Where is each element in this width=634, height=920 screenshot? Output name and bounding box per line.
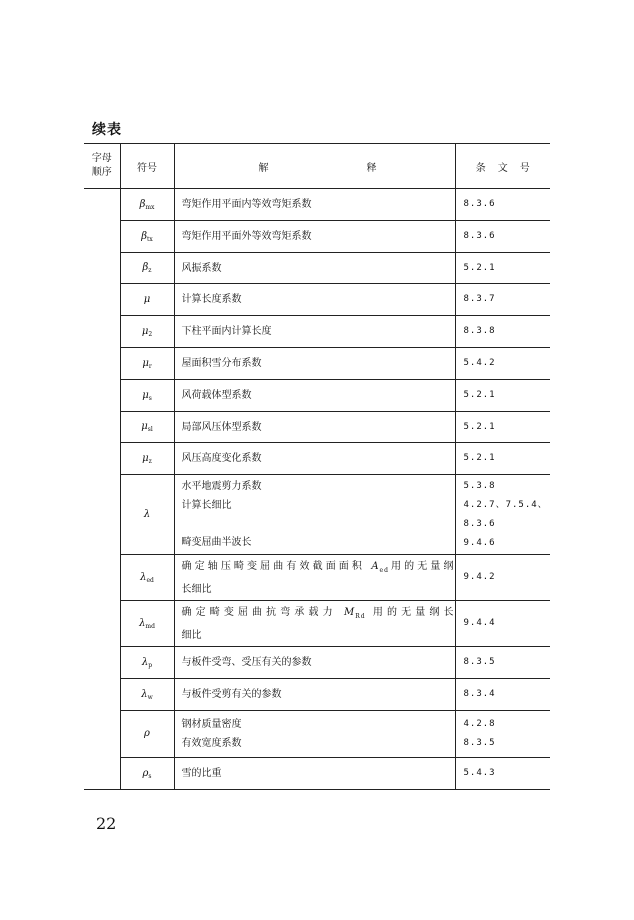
clause-line: 4.2.7、7.5.4、 bbox=[463, 499, 548, 510]
table-row-lambda-md bbox=[84, 601, 550, 647]
explanation-cell-line: 风压高度变化系数 bbox=[181, 453, 262, 464]
symbol-table bbox=[84, 143, 550, 790]
symbol-subscript: 2 bbox=[148, 330, 153, 338]
symbol-cell bbox=[120, 221, 174, 253]
table-row bbox=[84, 412, 550, 443]
symbol-cell bbox=[120, 253, 174, 284]
explanation-cell-line: 与板件受剪有关的参数 bbox=[181, 689, 282, 700]
symbol-subscript: z bbox=[148, 267, 152, 274]
header-order-line1: 字母 bbox=[91, 153, 112, 164]
explanation-line: 计算长细比 bbox=[181, 500, 232, 511]
symbol-cell bbox=[120, 555, 174, 601]
table-row bbox=[84, 253, 550, 284]
inline-symbol: $A_{ed}$ bbox=[371, 560, 389, 574]
symbol-letter: μ bbox=[142, 389, 149, 401]
symbol-letter: β bbox=[139, 198, 146, 210]
table-row bbox=[84, 647, 550, 679]
table-row bbox=[84, 284, 550, 316]
symbol-letter: μ bbox=[142, 357, 149, 369]
symbol-subscript: md bbox=[145, 622, 155, 630]
explanation-cell-line: 弯矩作用平面内等效弯矩系数 bbox=[181, 199, 312, 210]
clause-cell-line: 5.2.1 bbox=[463, 453, 496, 463]
explanation-cell bbox=[174, 412, 455, 443]
table-row bbox=[84, 711, 550, 758]
clause-cell bbox=[455, 221, 550, 253]
clause-cell bbox=[455, 679, 550, 711]
header-explanation bbox=[174, 144, 455, 189]
explanation-cell-line: 钢材质量密度 bbox=[181, 719, 242, 730]
clause-cell bbox=[455, 711, 550, 758]
explanation-cell-line: 局部风压体型系数 bbox=[181, 421, 262, 433]
inline-symbol: $M_{Rd}$ bbox=[344, 606, 366, 620]
explanation-cell bbox=[174, 555, 455, 601]
table-row bbox=[84, 758, 550, 790]
clause-cell bbox=[455, 253, 550, 284]
table-row-lambda bbox=[84, 475, 550, 555]
explanation-cell-line: 与板件受弯、受压有关的参数 bbox=[181, 657, 312, 668]
table-row bbox=[84, 679, 550, 711]
table-header-row bbox=[84, 144, 550, 189]
symbol-subscript: mx bbox=[145, 203, 155, 211]
table-row bbox=[84, 221, 550, 253]
explanation-line: 确定畸变屈曲抗弯承载力 $M_{Rd}$ 用的无量纲长 bbox=[181, 606, 455, 620]
explanation-cell bbox=[174, 316, 455, 348]
explanation-cell bbox=[174, 284, 455, 316]
clause-cell-line: 8.3.7 bbox=[463, 294, 496, 304]
symbol-subscript: ed bbox=[146, 576, 154, 584]
clause-cell bbox=[455, 475, 550, 555]
clause-cell-line: 8.3.5 bbox=[463, 738, 496, 748]
table-row bbox=[84, 348, 550, 380]
header-clause-number: 条文号 bbox=[455, 144, 550, 189]
clause-cell bbox=[455, 443, 550, 475]
symbol-cell bbox=[120, 284, 174, 316]
symbol-cell bbox=[120, 647, 174, 679]
explanation-cell bbox=[174, 380, 455, 412]
clause-cell-line: 5.4.3 bbox=[463, 768, 496, 778]
symbol-cell bbox=[120, 711, 174, 758]
symbol-letter: μ bbox=[141, 421, 148, 432]
symbol-subscript: r bbox=[148, 362, 152, 370]
explanation-cell-line: 雪的比重 bbox=[181, 768, 222, 779]
symbol-letter: λ bbox=[141, 656, 149, 668]
symbol-letter: ρ bbox=[142, 767, 149, 779]
explanation-line: 长细比 bbox=[181, 583, 212, 595]
clause-line: 8.3.6 bbox=[463, 518, 496, 529]
clause-cell-line: 5.2.1 bbox=[463, 262, 496, 273]
symbol-letter: μ bbox=[142, 452, 149, 464]
explanation-cell bbox=[174, 679, 455, 711]
clause-cell-line: 8.3.8 bbox=[463, 326, 496, 336]
table-row-lambda-ed bbox=[84, 555, 550, 601]
explanation-cell bbox=[174, 601, 455, 647]
symbol-subscript: tx bbox=[146, 235, 153, 243]
clause-cell-line: 5.2.1 bbox=[463, 390, 496, 400]
clause-cell-line: 8.3.5 bbox=[463, 657, 496, 667]
header-order-line2: 顺序 bbox=[91, 167, 112, 178]
page-number: 22 bbox=[96, 814, 117, 833]
explanation-cell-line: 风振系数 bbox=[181, 262, 222, 274]
clause-cell bbox=[455, 348, 550, 380]
explanation-cell bbox=[174, 647, 455, 679]
explanation-line: 水平地震剪力系数 bbox=[181, 481, 262, 492]
symbol-subscript: sl bbox=[147, 426, 153, 433]
explanation-cell bbox=[174, 758, 455, 790]
table-row bbox=[84, 189, 550, 221]
header-symbol: 符号 bbox=[120, 144, 174, 189]
symbol-cell bbox=[120, 189, 174, 221]
letter-order-cell bbox=[84, 189, 120, 790]
table-body bbox=[84, 189, 550, 790]
clause-cell-line: 5.4.2 bbox=[463, 358, 496, 368]
symbol-cell bbox=[120, 758, 174, 790]
clause-line: 9.4.6 bbox=[463, 537, 496, 548]
blank-line bbox=[182, 515, 455, 533]
header-letter-order bbox=[84, 144, 120, 189]
explanation-cell bbox=[174, 475, 455, 555]
symbol-letter: λ bbox=[139, 617, 146, 629]
explanation-cell bbox=[174, 221, 455, 253]
symbol-cell bbox=[120, 348, 174, 380]
clause-cell bbox=[455, 316, 550, 348]
symbol-letter: μ bbox=[143, 293, 151, 305]
table-row bbox=[84, 316, 550, 348]
clause-cell bbox=[455, 189, 550, 221]
clause-line: 5.3.8 bbox=[463, 480, 496, 491]
symbol-subscript: z bbox=[148, 457, 152, 465]
clause-cell-line: 8.3.6 bbox=[463, 199, 496, 209]
symbol-subscript: s bbox=[148, 394, 152, 402]
clause-cell bbox=[455, 380, 550, 412]
table-row bbox=[84, 380, 550, 412]
symbol-letter: λ bbox=[140, 571, 147, 583]
header-explain-char2: 释 bbox=[366, 162, 377, 174]
clause-cell: 9.4.4 bbox=[455, 601, 550, 647]
symbol-letter: μ bbox=[141, 325, 149, 337]
explanation-line: 畸变屈曲半波长 bbox=[181, 537, 252, 548]
table-row bbox=[84, 443, 550, 475]
explanation-cell-line: 下柱平面内计算长度 bbox=[181, 326, 272, 337]
explanation-line: 确定轴压畸变屈曲有效截面面积 $A_{ed}$用的无量纲 bbox=[181, 560, 455, 574]
symbol-letter: λ bbox=[141, 688, 148, 700]
explanation-cell bbox=[174, 348, 455, 380]
symbol-cell: λ bbox=[120, 475, 174, 555]
explanation-cell-line: 有效宽度系数 bbox=[181, 738, 242, 749]
explanation-cell bbox=[174, 189, 455, 221]
explanation-cell-line: 计算长度系数 bbox=[181, 294, 242, 305]
explanation-cell-line: 风荷载体型系数 bbox=[181, 390, 252, 401]
symbol-letter: β bbox=[141, 230, 147, 242]
clause-cell bbox=[455, 412, 550, 443]
clause-cell bbox=[455, 284, 550, 316]
symbol-cell bbox=[120, 412, 174, 443]
symbol-cell bbox=[120, 443, 174, 475]
explanation-cell-line: 弯矩作用平面外等效弯矩系数 bbox=[181, 231, 312, 242]
explanation-cell bbox=[174, 253, 455, 284]
explanation-cell bbox=[174, 443, 455, 475]
symbol-letter: β bbox=[142, 262, 149, 273]
header-explain-char1: 解 bbox=[258, 162, 269, 174]
symbol-subscript: s bbox=[148, 772, 152, 780]
symbol-subscript: p bbox=[148, 661, 153, 669]
explanation-cell bbox=[174, 711, 455, 758]
symbol-cell bbox=[120, 601, 174, 647]
symbol-subscript: w bbox=[147, 693, 153, 701]
clause-cell bbox=[455, 758, 550, 790]
clause-cell bbox=[455, 647, 550, 679]
symbol-cell bbox=[120, 679, 174, 711]
symbol-cell bbox=[120, 316, 174, 348]
clause-cell-line: 8.3.4 bbox=[463, 689, 496, 699]
symbol-cell bbox=[120, 380, 174, 412]
table-continued-title: 续表 bbox=[92, 122, 122, 138]
explanation-cell-line: 屋面积雪分布系数 bbox=[181, 358, 262, 369]
clause-cell-line: 5.2.1 bbox=[463, 421, 496, 432]
clause-cell-line: 4.2.8 bbox=[463, 719, 496, 729]
explanation-line: 细比 bbox=[181, 629, 202, 641]
symbol-letter: ρ bbox=[144, 728, 150, 739]
clause-cell-line: 8.3.6 bbox=[463, 231, 496, 241]
clause-cell: 9.4.2 bbox=[455, 555, 550, 601]
